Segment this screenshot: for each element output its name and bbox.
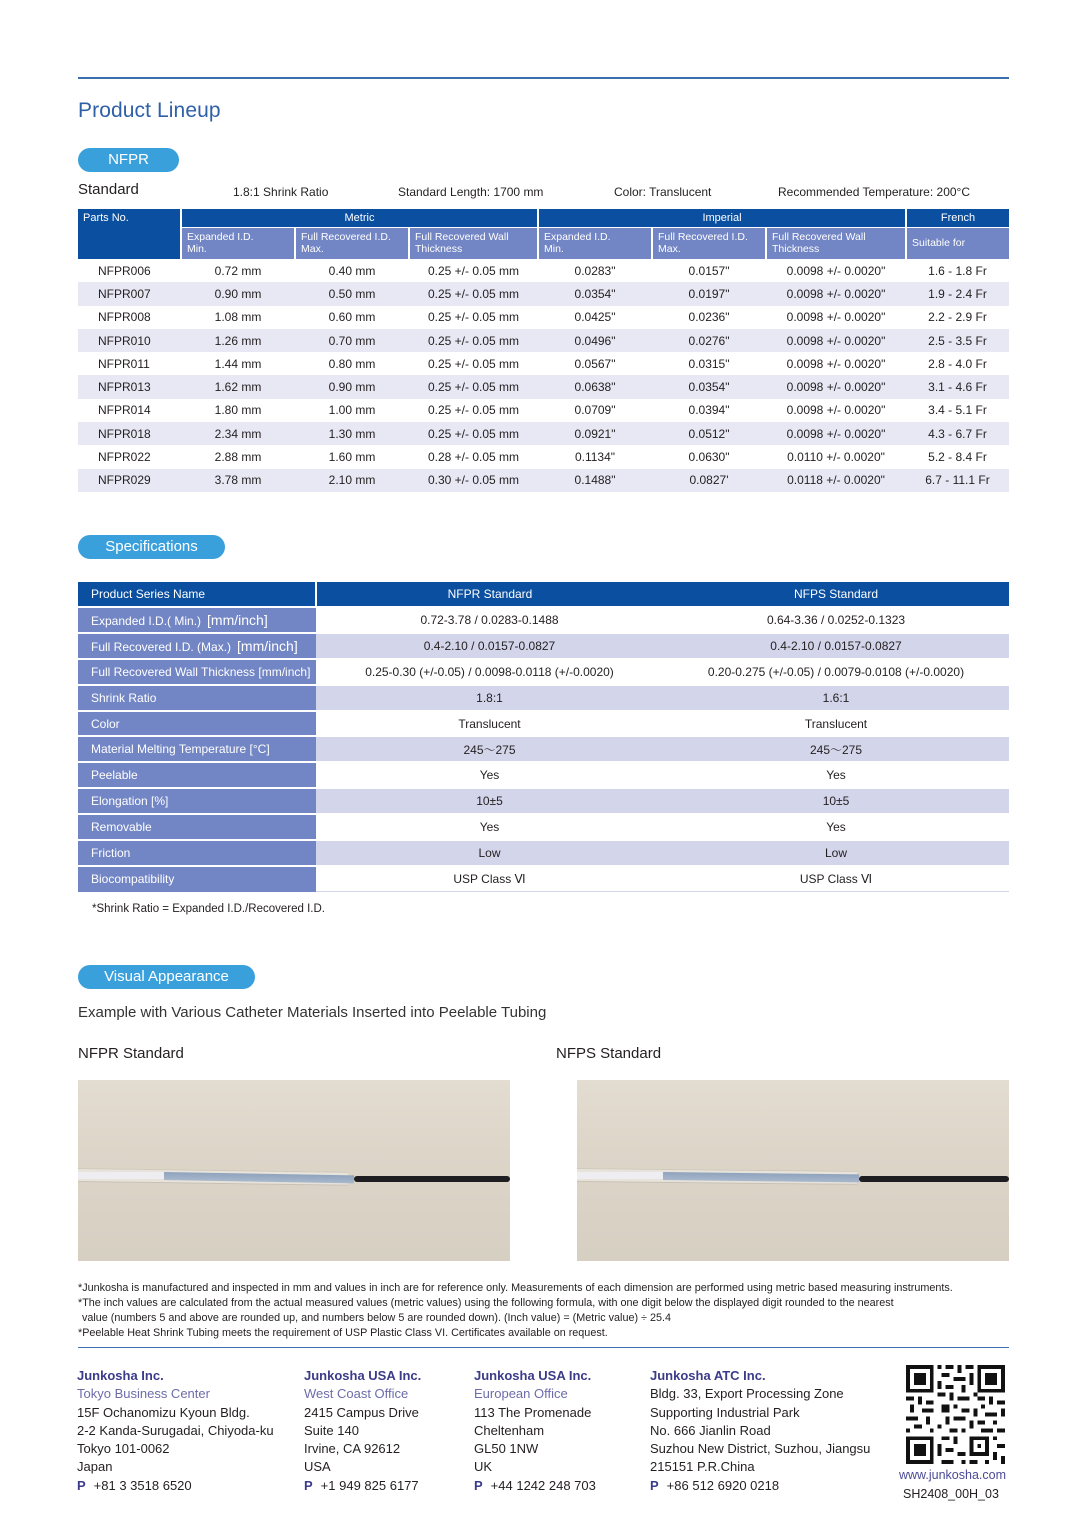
table-cell: 0.90 mm <box>181 282 295 305</box>
table-cell: 0.0354" <box>538 282 652 305</box>
table-row <box>78 445 1009 468</box>
table-cell: 0.25 +/- 0.05 mm <box>427 310 520 325</box>
table-cell: 1.9 - 2.4 Fr <box>906 282 1009 305</box>
phone <box>650 1477 870 1495</box>
address-line: GL50 1NW <box>474 1441 539 1457</box>
phone-number: +1 949 825 6177 <box>320 1477 419 1493</box>
table-cell: 1.60 mm <box>328 450 376 465</box>
address-line: USA <box>304 1459 331 1475</box>
part-number-cell: NFPR006 <box>98 263 151 278</box>
document-id: SH2408_00H_03 <box>903 1487 999 1501</box>
table-row <box>78 469 1009 492</box>
spec-value-nfps: Yes <box>663 814 1009 840</box>
office-european <box>474 1367 596 1495</box>
address-line: Tokyo 101-0062 <box>77 1441 170 1457</box>
phone-number: +81 3 3518 6520 <box>93 1477 192 1493</box>
table-cell: 0.0098 +/- 0.0020" <box>786 263 886 278</box>
visual-appearance-pill: Visual Appearance <box>78 965 255 989</box>
catheter-black-shape <box>354 1176 510 1182</box>
table-cell: 0.0098 +/- 0.0020" <box>766 329 906 352</box>
part-number-cell: NFPR011 <box>98 356 150 371</box>
table-cell: 2.10 mm <box>295 469 409 492</box>
note-2-continued: value (numbers 5 and above are rounded up, and numbers below 5 are rounded down). (Inch value) = (Metric value) ÷ 25.4 <box>82 1312 671 1324</box>
spec-row <box>78 736 1009 762</box>
spec-value-nfps: Yes <box>663 762 1009 788</box>
spec-row <box>78 633 1009 659</box>
spec-value-nfps: 245～275 <box>663 736 1009 762</box>
table-cell: 0.72 mm <box>214 263 262 278</box>
table-cell: 3.4 - 5.1 Fr <box>928 403 987 418</box>
spec-value-nfpr: Low <box>316 840 663 866</box>
spec-row <box>78 840 1009 866</box>
top-divider <box>78 77 1009 79</box>
photo-label-nfps: NFPS Standard <box>556 1045 662 1062</box>
spec-unit: [mm/inch] <box>237 637 298 654</box>
spec-value-nfpr: 10±5 <box>316 788 663 814</box>
spec-value-nfpr: 0.25-0.30 (+/-0.05) / 0.0098-0.0118 (+/-0.0020) <box>316 659 663 685</box>
table-cell: 0.0236" <box>688 310 730 325</box>
subheader-metric-expanded-id: Expanded I.D. Min. <box>181 227 295 259</box>
table-cell: 0.0098 +/- 0.0020" <box>786 356 886 371</box>
table-row <box>78 352 1009 375</box>
address-line: Irvine, CA 92612 <box>304 1441 401 1457</box>
spec-row <box>78 814 1009 840</box>
table-cell: 0.0276" <box>652 329 766 352</box>
table-cell: 1.6 - 1.8 Fr <box>928 263 987 278</box>
photo-nfpr-standard <box>78 1080 510 1261</box>
note-2: *The inch values are calculated from the actual measured values (metric values) using the following formula, with one digit below the displayed digit rounded to the nearest <box>78 1297 894 1309</box>
table-cell: 0.0827' <box>652 469 766 492</box>
phone <box>474 1477 596 1495</box>
address-line: No. 666 Jianlin Road <box>650 1422 771 1438</box>
attr-recommended-temperature: Recommended Temperature: 200°C <box>778 185 971 199</box>
part-number-cell: NFPR007 <box>78 282 181 305</box>
table-cell: 0.0098 +/- 0.0020" <box>766 375 906 398</box>
table-cell: 2.8 - 4.0 Fr <box>928 356 987 371</box>
subheader-imperial-recovered-id: Full Recovered I.D. Max. <box>652 227 766 259</box>
subheader-french-suitable-for: Suitable for <box>906 227 1009 259</box>
address-line: 113 The Promenade <box>474 1404 592 1420</box>
product-lineup-table <box>78 209 1009 492</box>
shrink-ratio-footnote: *Shrink Ratio = Expanded I.D./Recovered I.D. <box>92 903 325 915</box>
subheader-metric-recovered-id: Full Recovered I.D. Max. <box>295 227 409 259</box>
table-cell: 0.40 mm <box>328 263 376 278</box>
part-number-cell: NFPR014 <box>98 403 151 418</box>
spec-label: Full Recovered I.D. (Max.) [mm/inch] <box>78 633 316 659</box>
spec-row <box>78 607 1009 633</box>
table-cell: 1.00 mm <box>328 403 376 418</box>
address-line: Supporting Industrial Park <box>650 1404 800 1420</box>
table-cell: 3.1 - 4.6 Fr <box>906 375 1009 398</box>
spec-label: Biocompatibility <box>78 866 316 892</box>
spec-value-nfpr: 0.72-3.78 / 0.0283-0.1488 <box>316 607 663 633</box>
spec-label: Full Recovered Wall Thickness [mm/inch] <box>78 659 316 685</box>
spec-row <box>78 685 1009 711</box>
address-line: Suzhou New District, Suzhou, Jiangsu <box>650 1441 871 1457</box>
table-cell: 1.26 mm <box>181 329 295 352</box>
spec-value-nfps: 0.4-2.10 / 0.0157-0.0827 <box>663 633 1009 659</box>
subheader-metric-wall-thickness: Full Recovered Wall Thickness <box>409 227 538 259</box>
table-cell: 0.70 mm <box>295 329 409 352</box>
address-line: 215151 P.R.China <box>650 1459 755 1475</box>
table-cell: 0.80 mm <box>328 356 376 371</box>
table-cell: 0.0315" <box>688 356 730 371</box>
part-number-cell: NFPR022 <box>98 450 151 465</box>
spec-row <box>78 866 1009 892</box>
table-cell: 0.0098 +/- 0.0020" <box>766 422 906 445</box>
spec-value-nfpr: 245～275 <box>316 736 663 762</box>
catheter-white-shape <box>78 1172 164 1179</box>
header-metric: Metric <box>181 209 538 227</box>
table-cell: 0.0630" <box>688 450 730 465</box>
table-cell: 6.7 - 11.1 Fr <box>906 469 1009 492</box>
table-row <box>78 282 1009 305</box>
table-cell: 0.25 +/- 0.05 mm <box>409 282 538 305</box>
table-row <box>78 399 1009 422</box>
table-row <box>78 375 1009 398</box>
subheader-imperial-wall-thickness: Full Recovered Wall Thickness <box>766 227 906 259</box>
table-cell: 0.0567" <box>574 356 616 371</box>
spec-value-nfps: 10±5 <box>663 788 1009 814</box>
spec-value-nfpr: USP Class Ⅵ <box>316 866 663 892</box>
table-cell: 0.0197" <box>652 282 766 305</box>
table-cell: 0.0425" <box>574 310 616 325</box>
table-cell: 0.28 +/- 0.05 mm <box>427 450 520 465</box>
table-cell: 0.50 mm <box>295 282 409 305</box>
phone-label: P <box>77 1477 86 1493</box>
subheader-imperial-expanded-id: Expanded I.D. Min. <box>538 227 652 259</box>
note-1: *Junkosha is manufactured and inspected in mm and values in inch are for reference only. Measurements of each dimension are performed using metric based measuring instruments. <box>78 1282 953 1294</box>
table-cell: 0.1488" <box>538 469 652 492</box>
header-french: French <box>906 209 1009 227</box>
table-cell: 0.0098 +/- 0.0020" <box>786 310 886 325</box>
website-link[interactable]: www.junkosha.com <box>899 1468 1006 1482</box>
table-cell: 0.25 +/- 0.05 mm <box>427 356 520 371</box>
spec-value-nfps: Low <box>663 840 1009 866</box>
table-cell: 0.0283" <box>574 263 616 278</box>
spec-value-nfps: 0.20-0.275 (+/-0.05) / 0.0079-0.0108 (+/-0.0020) <box>663 659 1009 685</box>
header-imperial: Imperial <box>538 209 906 227</box>
spec-row <box>78 762 1009 788</box>
spec-header-label: Product Series Name <box>78 582 316 607</box>
part-number-cell: NFPR010 <box>78 329 181 352</box>
address-line: 2415 Campus Drive <box>304 1404 419 1420</box>
catheter-white-shape <box>577 1172 663 1179</box>
qr-code-icon[interactable] <box>906 1365 1005 1464</box>
bottom-divider <box>78 1347 1009 1348</box>
header-blank <box>78 227 181 259</box>
table-row <box>78 306 1009 329</box>
visual-description: Example with Various Catheter Materials Inserted into Peelable Tubing <box>78 1004 547 1021</box>
part-number-cell: NFPR013 <box>78 375 181 398</box>
phone-label: P <box>474 1477 483 1493</box>
table-row <box>78 329 1009 352</box>
spec-label: Material Melting Temperature [°C] <box>78 736 316 762</box>
table-cell: 0.30 +/- 0.05 mm <box>409 469 538 492</box>
address-line: Cheltenham <box>474 1422 545 1438</box>
table-cell: 0.0157" <box>688 263 730 278</box>
office-name: Tokyo Business Center <box>77 1386 210 1402</box>
spec-value-nfps: USP Class Ⅵ <box>663 866 1009 892</box>
attr-standard-length: Standard Length: 1700 mm <box>398 185 544 199</box>
table-cell: 2.5 - 3.5 Fr <box>906 329 1009 352</box>
part-number-cell: NFPR029 <box>78 469 181 492</box>
table-cell: 4.3 - 6.7 Fr <box>906 422 1009 445</box>
spec-value-nfpr: 0.4-2.10 / 0.0157-0.0827 <box>316 633 663 659</box>
spec-value-nfpr: Yes <box>316 814 663 840</box>
specifications-pill: Specifications <box>78 535 225 559</box>
table-cell: 0.0638" <box>538 375 652 398</box>
table-cell: 0.0098 +/- 0.0020" <box>766 282 906 305</box>
table-cell: 0.25 +/- 0.05 mm <box>409 422 538 445</box>
office-name: West Coast Office <box>304 1386 409 1402</box>
spec-header-nfpr: NFPR Standard <box>316 582 663 607</box>
phone-number: +44 1242 248 703 <box>490 1477 596 1493</box>
spec-value-nfpr: Yes <box>316 762 663 788</box>
table-cell: 1.08 mm <box>214 310 262 325</box>
table-cell: 3.78 mm <box>181 469 295 492</box>
office-name: European Office <box>474 1386 568 1402</box>
table-cell: 2.2 - 2.9 Fr <box>928 310 987 325</box>
spec-label: Peelable <box>78 762 316 788</box>
phone-label: P <box>650 1477 659 1493</box>
address-line: 2-2 Kanda-Surugadai, Chiyoda-ku <box>77 1422 274 1438</box>
table-cell: 0.0394" <box>688 403 730 418</box>
company-name: Junkosha USA Inc. <box>474 1368 592 1383</box>
address-line: UK <box>474 1459 493 1475</box>
part-number-cell: NFPR018 <box>78 422 181 445</box>
table-row <box>78 422 1009 445</box>
catheter-black-shape <box>859 1176 1009 1182</box>
header-parts-no: Parts No. <box>78 209 181 227</box>
attr-shrink-ratio: 1.8:1 Shrink Ratio <box>233 185 329 199</box>
table-cell: 0.0512" <box>652 422 766 445</box>
table-cell: 0.25 +/- 0.05 mm <box>427 263 520 278</box>
table-cell: 0.1134" <box>574 450 616 465</box>
phone-number: +86 512 6920 0218 <box>666 1477 780 1493</box>
address-line: Japan <box>77 1459 113 1475</box>
spec-label: Removable <box>78 814 316 840</box>
spec-value-nfps: 1.6:1 <box>663 685 1009 711</box>
office-tokyo <box>77 1367 274 1495</box>
table-cell: 2.88 mm <box>214 450 262 465</box>
table-cell: 0.0496" <box>538 329 652 352</box>
spec-row <box>78 659 1009 685</box>
phone <box>304 1477 421 1495</box>
table-cell: 1.44 mm <box>214 356 262 371</box>
part-number-cell: NFPR008 <box>98 310 151 325</box>
spec-label: Expanded I.D.( Min.) [mm/inch] <box>78 607 316 633</box>
spec-header-nfps: NFPS Standard <box>663 582 1009 607</box>
specifications-table <box>78 582 1009 892</box>
table-cell: 0.25 +/- 0.05 mm <box>409 375 538 398</box>
table-cell: 0.25 +/- 0.05 mm <box>409 329 538 352</box>
spec-row <box>78 711 1009 737</box>
spec-unit: [mm/inch] <box>207 611 268 628</box>
phone-label: P <box>304 1477 313 1493</box>
photo-label-nfpr: NFPR Standard <box>78 1045 184 1062</box>
spec-label: Color <box>78 711 316 737</box>
spec-row <box>78 788 1009 814</box>
table-cell: 1.62 mm <box>181 375 295 398</box>
series-pill-nfpr: NFPR <box>78 148 179 172</box>
spec-label: Friction <box>78 840 316 866</box>
spec-value-nfpr: 1.8:1 <box>316 685 663 711</box>
variant-label: Standard <box>78 181 139 198</box>
attr-color: Color: Translucent <box>614 185 712 199</box>
spec-value-nfps: 0.64-3.36 / 0.0252-0.1323 <box>663 607 1009 633</box>
table-cell: 5.2 - 8.4 Fr <box>928 450 987 465</box>
address-line: Bldg. 33, Export Processing Zone <box>650 1386 844 1402</box>
company-name: Junkosha ATC Inc. <box>650 1368 766 1383</box>
table-cell: 1.30 mm <box>295 422 409 445</box>
spec-label: Shrink Ratio <box>78 685 316 711</box>
table-row <box>78 259 1009 282</box>
table-cell: 0.0098 +/- 0.0020" <box>786 403 886 418</box>
table-cell: 1.80 mm <box>214 403 262 418</box>
spec-value-nfpr: Translucent <box>316 711 663 737</box>
table-cell: 0.0118 +/- 0.0020" <box>766 469 906 492</box>
table-cell: 0.0921" <box>538 422 652 445</box>
table-cell: 0.25 +/- 0.05 mm <box>427 403 520 418</box>
table-cell: 2.34 mm <box>181 422 295 445</box>
company-name: Junkosha USA Inc. <box>304 1368 422 1383</box>
table-cell: 0.90 mm <box>295 375 409 398</box>
phone <box>77 1477 274 1495</box>
office-atc-suzhou <box>650 1367 870 1495</box>
address-line: 15F Ochanomizu Kyoun Bldg. <box>77 1404 250 1420</box>
table-cell: 0.0110 +/- 0.0020" <box>787 450 885 465</box>
page-title: Product Lineup <box>78 99 221 122</box>
table-cell: 0.0709" <box>574 403 616 418</box>
table-cell: 0.0354" <box>652 375 766 398</box>
disclaimer-notes <box>78 1281 1018 1341</box>
address-line: Suite 140 <box>304 1422 359 1438</box>
table-cell: 0.60 mm <box>328 310 376 325</box>
photo-nfps-standard <box>577 1080 1009 1261</box>
note-3: *Peelable Heat Shrink Tubing meets the requirement of USP Plastic Class VI. Certificates available on request. <box>78 1327 608 1339</box>
spec-label: Elongation [%] <box>78 788 316 814</box>
spec-value-nfps: Translucent <box>663 711 1009 737</box>
company-name: Junkosha Inc. <box>77 1368 164 1383</box>
office-west-coast <box>304 1367 421 1495</box>
